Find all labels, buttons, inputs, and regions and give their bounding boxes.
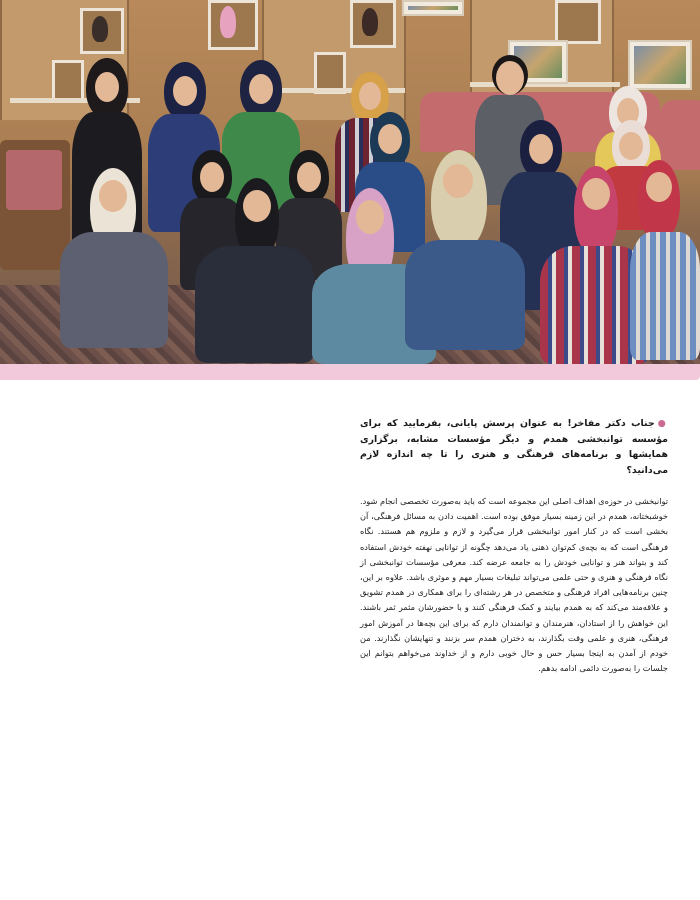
question-text: جناب دکتر مفاخر! به عنوان پرسش پایانی، بفرمایید که برای مؤسسه توانبخشی همدم و دیگر مؤسسات مشابه، برگزاری همایشها و برنامه‌های فرهنگی و هنری را تا چه اندازه لازم می‌دانید؟ bbox=[360, 418, 668, 476]
person bbox=[195, 178, 315, 363]
accent-strip bbox=[0, 364, 700, 380]
bullet-icon: ● bbox=[657, 418, 668, 429]
vase bbox=[362, 8, 378, 36]
person bbox=[405, 150, 525, 350]
wall-niche bbox=[555, 0, 601, 44]
group-photo bbox=[0, 0, 700, 364]
toy-figure bbox=[220, 6, 236, 38]
interview-article bbox=[360, 416, 668, 676]
picture-frame bbox=[628, 40, 692, 90]
person bbox=[50, 168, 172, 348]
interview-question bbox=[360, 416, 668, 478]
picture-frame bbox=[402, 0, 464, 16]
interview-answer: توانبخشی در حوزه‌ی اهداف اصلی این مجموعه است که باید به‌صورت تخصصی انجام شود. خوشبختانه، همدم در این زمینه بسیار موفق بوده است. اهمیت دادن به مسائل فرهنگی، آن بخشی است که در کنار امور توانبخشی قرار می‌گیرد و لازم و ملزوم هم هستند. نگاه فرهنگی است که به بچه‌ی کم‌توان ذهنی یاد می‌دهد چگونه از توانایی نهفته خودش استفاده کند و بتواند هنر و توانایی خودش را به جامعه عرضه کند. معرفی مؤسسات توانبخشی از نگاه فرهنگی و هنری و حتی علمی می‌تواند تبلیغات بسیار مهم و موثری باشد. علاوه بر این، چنین برنامه‌هایی افراد فرهنگی و متخصص در هر رشته‌ای را برای همکاری در همدم تشویق و علاقه‌مند می‌کند که به همدم بیایند و کمک فرهنگی کنند و با حضورشان مثمر ثمر باشند. این خواهش را از استادان، هنرمندان و توانمندان دارم که برای این بچه‌ها در آموزش امور فرهنگی، هنری و علمی وقت بگذارند، به دختران همدم سر بزنند و تنهایشان نگذارند. من خودم از آمدن به اینجا بسیار حس و حال خوبی دارم و از خداوند می‌خواهم بتوانم این جلسات را به‌صورت دائمی ادامه بدهم. bbox=[360, 496, 668, 674]
person bbox=[630, 160, 700, 360]
vase bbox=[92, 16, 108, 42]
